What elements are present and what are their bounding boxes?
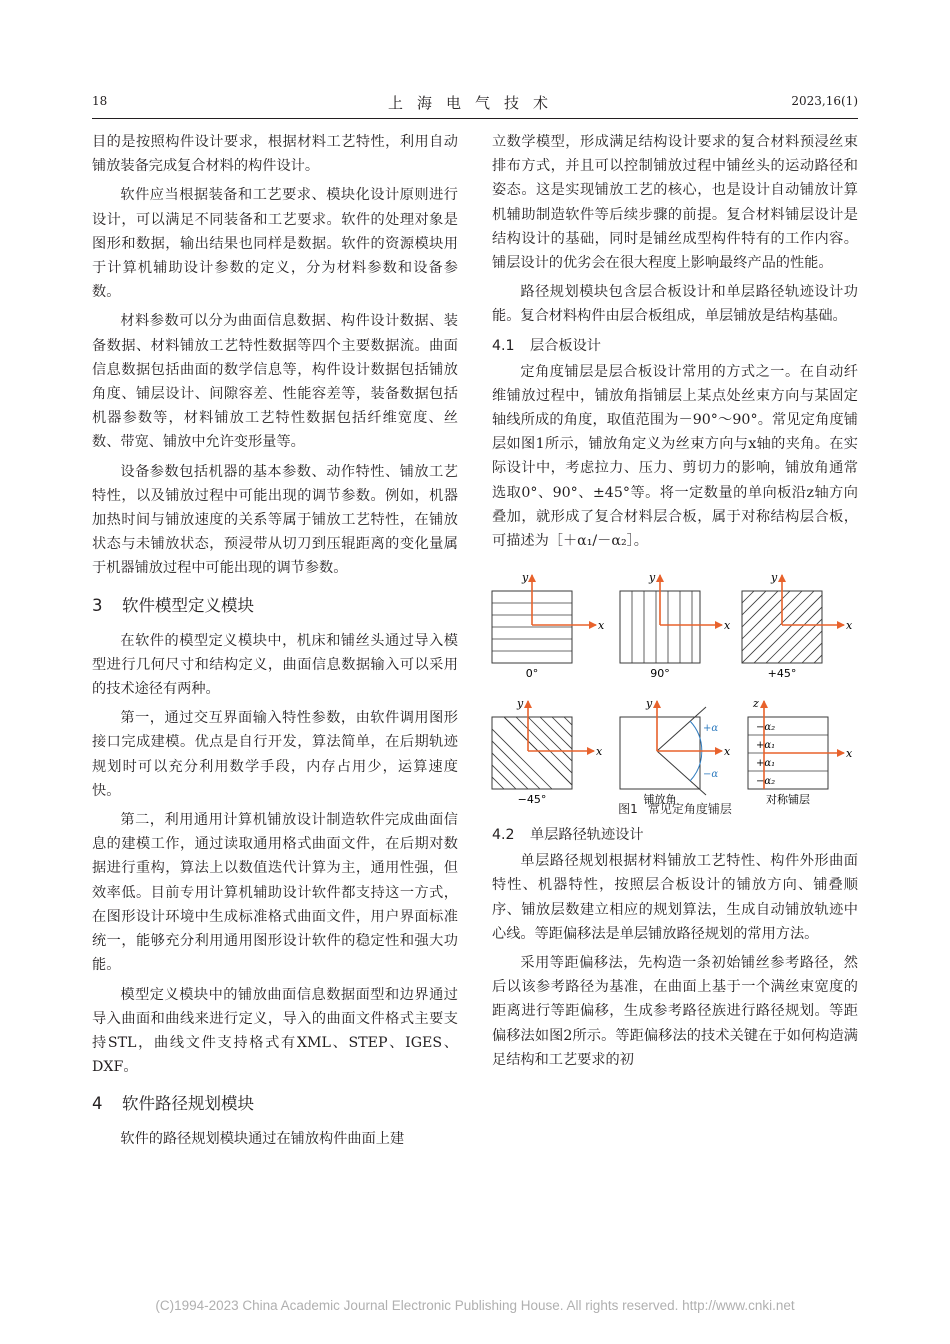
figure-number: 图1 (618, 802, 638, 817)
section-number: 3 (92, 595, 103, 615)
paragraph: 设备参数包括机器的基本参数、动作特性、铺放工艺特性，以及铺放过程中可能出现的调节参数。例如，机器加热时间与铺放速度的关系等属于铺放工艺特性，在铺放状态与未铺放状态，预浸带从切刀到压辊距离的变化量属于机器铺放过程中可能出现的调节参数。 (92, 463, 458, 577)
layer-label: +α₁ (756, 758, 776, 770)
x-axis-label: x (846, 619, 853, 633)
layer-label: +α₁ (756, 740, 776, 752)
x-axis-label: x (596, 745, 603, 759)
section-heading-4 (92, 1089, 458, 1119)
panel-label: 对称铺层 (766, 793, 810, 807)
figure-1 (492, 563, 858, 817)
paragraph: 软件的路径规划模块通过在铺放构件曲面上建 (120, 1131, 405, 1148)
panel-label: 0° (525, 667, 539, 681)
section-title: 软件模型定义模块 (122, 595, 254, 615)
section-title: 软件路径规划模块 (122, 1094, 254, 1114)
fiber-lines (632, 591, 692, 663)
panel-label: 铺放角 (643, 793, 677, 807)
paragraph: 第一，通过交互界面输入特性参数，由软件调用图形接口完成建模。优点是自行开发，算法简单，在后期轨迹规划时可以充分利用数学手段，内存占用少，运算速度快。 (92, 710, 458, 799)
subsection-title: 层合板设计 (530, 337, 601, 354)
paragraph: 第二，利用通用计算机铺放设计制造软件完成曲面信息的建模工作，通过读取通用格式曲面文件，在后期对数据进行重构，算法上以数值迭代计算为主，通用性强，但效率低。目前专用计算机辅助设计软件都支持这一方式，在图形设计环境中生成标准格式曲面文件，用户界面标准统一，能够充分利用通用图形设计软件的稳定性和强大功能。 (92, 812, 458, 974)
panel-label: 90° (650, 667, 670, 681)
panel-0-degree (492, 571, 605, 680)
paragraph: 材料参数可以分为曲面信息数据、构件设计数据、装备数据、材料铺放工艺特性数据等四个主要数据流。曲面信息数据包括曲面的数学信息等，构件设计数据包括铺放角度、铺层设计、间隙容差、性能容差等，装备数据包括机器参数等，材料铺放工艺特性数据包括纤维宽度、丝数、带宽、铺放中允许变形量等。 (92, 313, 458, 451)
figure-1-diagram (492, 563, 858, 807)
paragraph: 在软件的模型定义模块中，机床和铺丝头通过导入模型进行几何尺寸和结构定义，曲面信息数据输入可以采用的技术途径有两种。 (92, 632, 458, 698)
journal-title: 上海电气技术 (387, 94, 562, 112)
page-number: 18 (92, 94, 108, 108)
minus-alpha-label: −α (703, 769, 719, 781)
section-heading-3 (92, 591, 458, 621)
copyright-footer: (C)1994-2023 China Academic Journal Electronic Publishing House. All rights reserved. http://www.cnki.net (155, 1298, 795, 1313)
y-axis-label: y (649, 571, 656, 585)
panel-ply-angle (620, 697, 731, 806)
page-header (92, 92, 858, 114)
x-axis-label: x (724, 745, 731, 759)
subsection-number: 4.2 (492, 827, 515, 844)
paragraph: 路径规划模块包含层合板设计和单层路径轨迹设计功能。复合材料构件由层合板组成，单层铺放是结构基础。 (492, 284, 858, 325)
header-rule (92, 118, 858, 119)
right-column (492, 130, 858, 1077)
z-axis-label: z (753, 697, 759, 711)
plus-angle-line (657, 707, 706, 751)
paragraph: 模型定义模块中的铺放曲面信息数据面型和边界通过导入曲面和曲线来进行定义，导入的曲面文件格式主要支持STL，曲线文件支持格式有XML、STEP、IGES、DXF。 (92, 986, 458, 1076)
paragraph: 软件应当根据装备和工艺要求、模块化设计原则进行设计，可以满足不同装备和工艺要求。软件的处理对象是图形和数据，输出结果也同样是数据。软件的资源模块用于计算机辅助设计参数的定义，分为材料参数和设备参数。 (92, 187, 458, 301)
paragraph: 采用等距偏移法，先构造一条初始铺丝参考路径，然后以该参考路径为基准，在曲面上基于一个满丝束宽度的距离进行等距偏移，生成参考路径族进行路径规划。等距偏移法如图2所示。等距偏移法的技术关键在于如何构造满足结构和工艺要求的初 (492, 955, 858, 1068)
fiber-lines (742, 591, 886, 663)
paragraph: 目的是按照构件设计要求，根据材料工艺特性，利用自动铺放装备完成复合材料的构件设计。 (92, 134, 458, 175)
subsection-title: 单层路径轨迹设计 (530, 827, 644, 844)
figure-caption-text: 常见定角度铺层 (647, 802, 732, 817)
y-axis-label: y (646, 697, 653, 711)
panel-label: +45° (767, 667, 797, 681)
minus-angle-line (657, 751, 706, 795)
x-axis-label: x (846, 747, 853, 761)
plus-alpha-label: +α (703, 723, 719, 735)
panel-label: −45° (517, 793, 547, 807)
subsection-number: 4.1 (492, 337, 515, 354)
subsection-heading-4-1 (492, 334, 858, 358)
panel-minus-45-degree (432, 697, 636, 806)
paragraph: 单层路径规划根据材料铺放工艺特性、构件外形曲面特性、机器特性，按照层合板设计的铺放方向、铺叠顺序、铺放层数建立相应的规划算法，生成自动铺放轨迹中心线。等距偏移法是单层铺放路径规划的常用方法。 (492, 853, 858, 942)
panel-90-degree (620, 571, 731, 680)
y-axis-label: y (517, 697, 524, 711)
panel-symmetric-layup (748, 697, 853, 806)
layer-label: −α₂ (756, 722, 776, 734)
x-axis-label: x (724, 619, 731, 633)
fiber-lines (432, 705, 636, 789)
subsection-heading-4-2 (492, 823, 858, 847)
panel-plus-45-degree (742, 571, 886, 680)
paragraph: 定角度铺层是层合板设计常用的方式之一。在自动纤维铺放过程中，铺放角指铺层上某点处丝束方向与某固定轴线所成的角度，取值范围为－90°～90°。常见定角度铺层如图1所示，铺放角定义为丝束方向与x轴的夹角。在实际设计中，考虑拉力、压力、剪切力的影响，铺放角通常选取0°、90°、±45°等。将一定数量的单向板沿z轴方向叠加，就形成了复合材料层合板，属于对称结构层合板，可描述为［＋α₁/－α₂］。 (492, 363, 858, 550)
section-number: 4 (92, 1094, 103, 1114)
journal-issue: 2023,16(1) (791, 94, 858, 108)
layer-label: −α₂ (756, 776, 776, 788)
paragraph: 立数学模型，形成满足结构设计要求的复合材料预浸丝束排布方式，并且可以控制铺放过程中铺丝头的运动路径和姿态。这是实现铺放工艺的核心，也是设计自动铺放计算机辅助制造软件等后续步骤的前提。复合材料铺层设计是结构设计的基础，同时是铺丝成型构件特有的工作内容。铺层设计的优劣会在很大程度上影响最终产品的性能。 (492, 134, 858, 272)
y-axis-label: y (522, 571, 529, 585)
y-axis-label: y (771, 571, 778, 585)
left-column (92, 130, 458, 1157)
x-axis-label: x (598, 619, 605, 633)
